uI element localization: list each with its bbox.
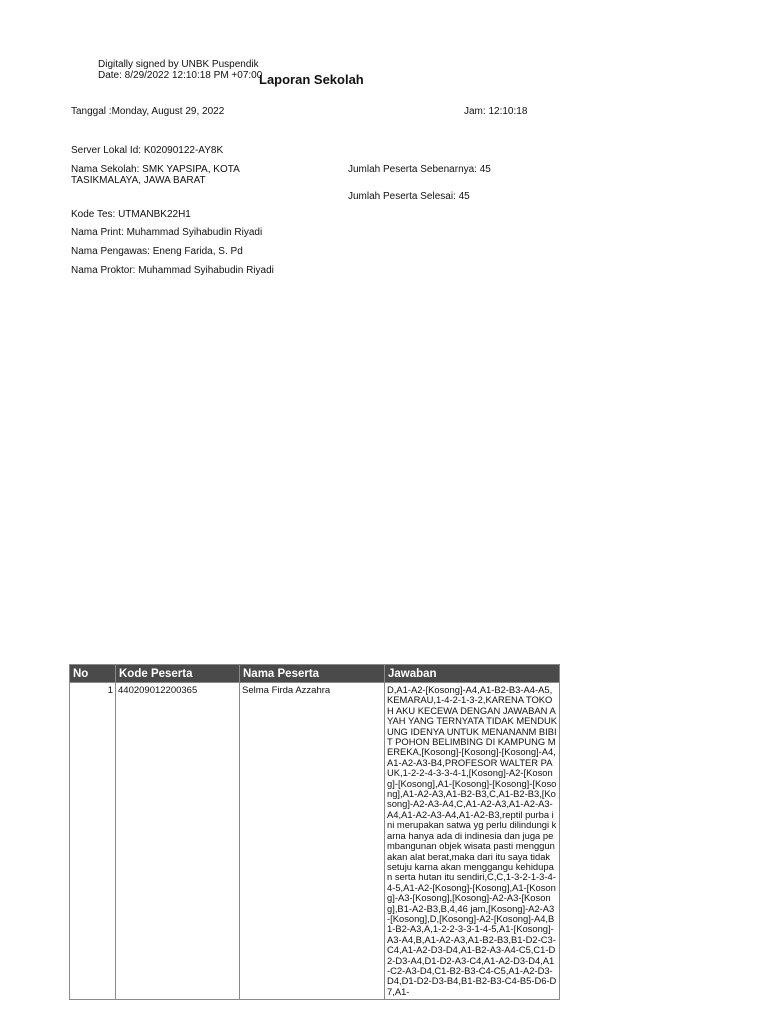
nama-print-field: Nama Print: Muhammad Syihabudin Riyadi xyxy=(71,227,263,238)
header-jawaban: Jawaban xyxy=(385,665,560,683)
nama-sekolah-field: Nama Sekolah: SMK YAPSIPA, KOTA TASIKMALAYA, JAWA BARAT xyxy=(71,164,240,186)
header-nama-peserta: Nama Peserta xyxy=(240,665,385,683)
cell-nama-peserta: Selma Firda Azzahra xyxy=(240,683,385,1000)
results-table xyxy=(69,664,560,1000)
signature-line-1: Digitally signed by UNBK Puspendik xyxy=(98,59,259,70)
tanggal-field: Tanggal :Monday, August 29, 2022 xyxy=(71,106,225,117)
cell-jawaban: D,A1-A2-[Kosong]-A4,A1-B2-B3-A4-A5,KEMARAU,1-4-2-1-3-2,KARENA TOKOH AKU KECEWA DENGAN JAWABAN AYAH YANG TERNYATA TIDAK MENDUKUNG IDENYA UNTUK MENANANM BIBIT POHON BELIMBING DI KAMPUNG MEREKA,[Kosong]-[Kosong]-[Kosong]-A4,A1-A2-A3-B4,PROFESOR WALTER PAUK,1-2-2-4-3-3-4-1,[Kosong]-A2-[Kosong]-[Kosong],A1-[Kosong]-[Kosong]-[Kosong],A1-A2-A3,A1-B2-B3,C,A1-B2-B3,[Kosong]-A2-A3-A4,C,A1-A2-A3,A1-A2-A3-A4,A1-A2-A3-A4,A1-A2-B3,reptil purba ini merupakan satwa yg perlu dilindungi karna hanya ada di indinesia dan juga pembangunan objek wisata pasti menggunakan alat berat,maka dari itu saya tidak setuju karna akan menggangu kehidupan serta hutan itu sendiri,C,C,1-3-2-1-3-4-4-5,A1-A2-[Kosong]-[Kosong],A1-[Kosong]-A3-[Kosong],[Kosong]-A2-A3-[Kosong],B1-A2-B3,B,4,46 jam,[Kosong]-A2-A3-[Kosong],D,[Kosong]-A2-[Kosong]-A4,B1-B2-A3,A,1-2-2-3-3-1-4-5,A1-[Kosong]-A3-A4,B,A1-A2-A3,A1-B2-B3,B1-D2-C3-C4,A1-A2-D3-D4,A1-B2-A3-A4-C5,C1-D2-D3-A4,D1-D2-A3-C4,A1-A2-D3-D4,A1-C2-A3-D4,C1-B2-B3-C4-C5,A1-A2-D3-D4,D1-D2-D3-B4,B1-B2-B3-C4-B5-D6-D7,A1- xyxy=(385,683,560,1000)
kode-tes-field: Kode Tes: UTMANBK22H1 xyxy=(71,209,191,220)
jumlah-peserta-selesai-field: Jumlah Peserta Selesai: 45 xyxy=(348,191,470,202)
jumlah-peserta-sebenarnya-field: Jumlah Peserta Sebenarnya: 45 xyxy=(348,164,491,175)
jam-field: Jam: 12:10:18 xyxy=(464,106,528,117)
cell-kode-peserta: 440209012200365 xyxy=(116,683,240,1000)
server-id-field: Server Lokal Id: K02090122-AY8K xyxy=(71,145,224,156)
table-header-row xyxy=(70,665,560,683)
nama-pengawas-field: Nama Pengawas: Eneng Farida, S. Pd xyxy=(71,246,243,257)
nama-proktor-field: Nama Proktor: Muhammad Syihabudin Riyadi xyxy=(71,265,274,276)
table-row xyxy=(70,683,560,1000)
header-no: No xyxy=(70,665,116,683)
header-kode-peserta: Kode Peserta xyxy=(116,665,240,683)
report-title: Laporan Sekolah xyxy=(259,72,364,87)
signature-line-2: Date: 8/29/2022 12:10:18 PM +07:00 xyxy=(98,70,263,81)
cell-no: 1 xyxy=(70,683,116,1000)
